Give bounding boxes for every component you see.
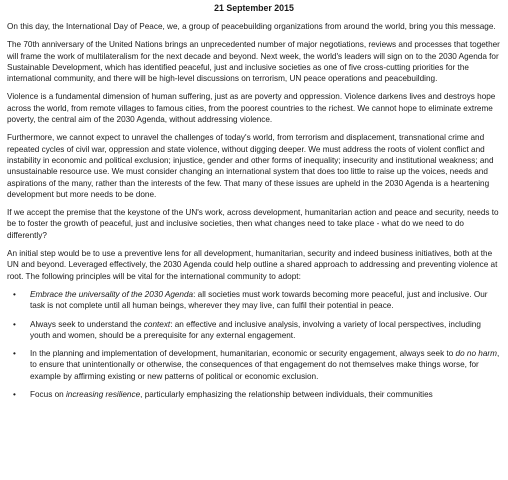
- paragraph-initial-step: An initial step would be to use a preventive lens for all development, humanitarian, security and indeed business initiatives, both at the UN and beyond. Leveraged effectively, the 2030 Agenda could help outline a shared approach to addressing and preventing violence at root. The following principles will be vital for the international community to adopt:: [7, 249, 498, 281]
- bullet-icon: •: [13, 319, 16, 329]
- list-item-text: [30, 290, 488, 310]
- paragraph-keystone-question: If we accept the premise that the keystone of the UN's work, across development, humanitarian action and peace and security, needs to be to foster the growth of peaceful, just and inclusive societies, then what changes need to take place - what do we need to do differently?: [7, 208, 499, 240]
- list-item-emphasis: increasing resilience: [65, 390, 141, 400]
- list-item-body: : all societies must work towards becoming more peaceful, just and inclusive. Our task is not complete until all human beings, wherever they may live, can fulfil their potential in peace.: [30, 289, 488, 311]
- paragraph-intro: On this day, the International Day of Peace, we, a group of peacebuilding organizations from around the world, bring you this message.: [7, 22, 496, 31]
- paragraph-challenges: Furthermore, we cannot expect to unravel the challenges of today's world, from terrorism and displacement, transnational crime and repeated cycles of civil war, oppression and state violence, without digging deeper. We must address the roots of violent conflict and instability in economic and political exclusion; injustice, gender and other forms of inequality; insecurity and institutional weakness; and unsustainable resource use. We must consider changing an international system that does too little to raise up the voices, needs and aspirations of the many, rather than the interests of the few. That many of these issues are upheld in the 2030 Agenda is a heartening development but more needs to be done.: [7, 133, 494, 199]
- list-item-text: [30, 349, 499, 381]
- list-item-emphasis: context: [143, 319, 171, 329]
- list-item-emphasis: do no harm: [455, 349, 497, 359]
- list-item-text: [30, 390, 433, 399]
- list-item-lead: Focus on: [30, 390, 66, 400]
- list-item-body: , to ensure that unintentionally or otherwise, the consequences of that engagement do not themselves make things worse, for example by affirming existing or new patterns of political or economic exclusion.: [30, 349, 500, 381]
- principles-list: [7, 289, 501, 400]
- bullet-icon: •: [13, 390, 16, 400]
- bullet-icon: •: [13, 349, 16, 359]
- list-item-lead: In the planning and implementation of development, humanitarian, economic or security engagement, always seek to: [30, 349, 456, 359]
- list-item-emphasis: Embrace the universality of the 2030 Agenda: [30, 289, 194, 299]
- list-item-body: : an effective and inclusive analysis, involving a variety of local perspectives, including youth and women, should be a prerequisite for any external engagement.: [30, 319, 481, 340]
- paragraph-un-anniversary: The 70th anniversary of the United Nations brings an unprecedented number of major negotiations, reviews and processes that together will frame the work of multilateralism for the next decade and beyond. Next week, the world's leaders will sign on to the 2030 Agenda for Sustainable Development, which has identified peaceful, just and inclusive societies as one of five cross-cutting priorities for the international community, and there will be high-level discussions on terrorism, UN peace operations and peacebuilding.: [7, 40, 500, 84]
- list-item-text: [30, 320, 481, 340]
- paragraph-violence: Violence is a fundamental dimension of human suffering, just as are poverty and oppression. Violence darkens lives and destroys hope across the world, from remote villages to famous cities, from the poorest countries to the richest. We cannot hope to eliminate extreme poverty, the central aim of the 2030 Agenda, without addressing violence.: [7, 92, 496, 125]
- document-date: 21 September 2015: [214, 3, 294, 13]
- list-item: [7, 289, 501, 312]
- list-item-body: , particularly emphasizing the relationship between individuals, their communities: [140, 390, 433, 400]
- list-item-lead: Always seek to understand the: [30, 319, 144, 329]
- list-item: [7, 389, 501, 400]
- list-item: [7, 348, 501, 382]
- list-item: [7, 319, 501, 342]
- bullet-icon: •: [13, 289, 16, 299]
